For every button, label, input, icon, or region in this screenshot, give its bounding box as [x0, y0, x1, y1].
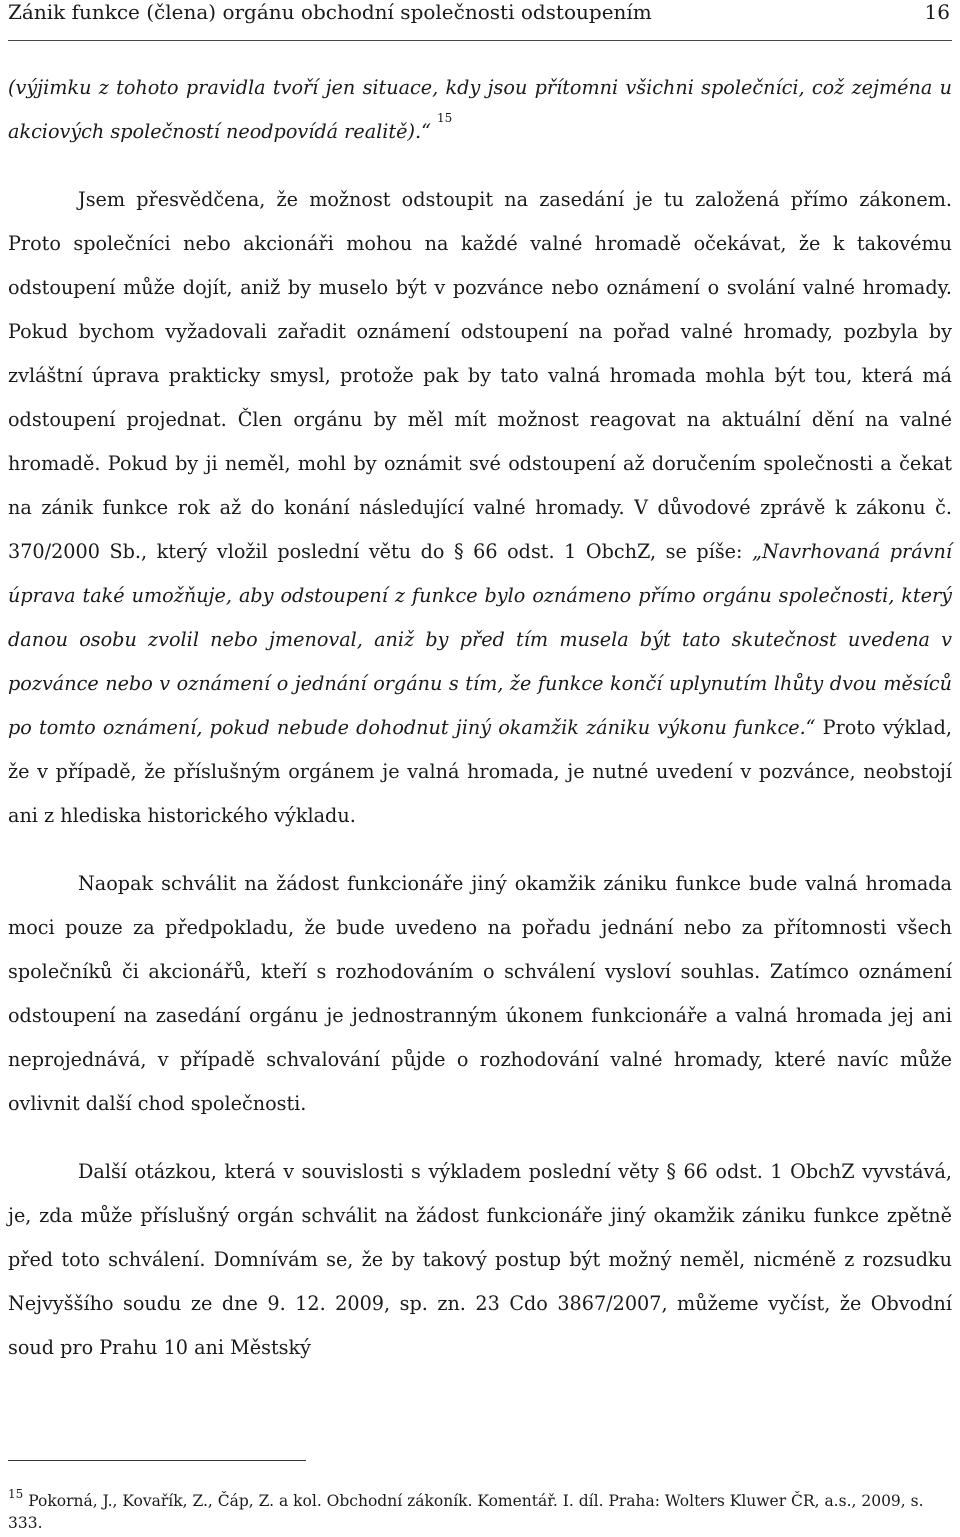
footnote-text: Pokorná, J., Kovařík, Z., Čáp, Z. a kol. Obchodní zákoník. Komentář. I. díl. Praha: Wolters Kluwer ČR, a.s., 2009, s. 333.	[8, 1492, 924, 1532]
footnote-ref: 15	[437, 111, 453, 125]
paragraph-1-text-b: Proto výklad, že v případě, že příslušným orgánem je valná hromada, je nutné uvedení v pozvánce, neobstojí ani z hlediska historického výkladu.	[8, 716, 952, 827]
paragraph-quote-end	[8, 66, 952, 154]
quoted-text: (výjimku z tohoto pravidla tvoří jen situace, kdy jsou přítomni všichni společníci, což zejména u akciových společností neodpovídá realitě).	[8, 76, 952, 143]
footnote	[8, 1487, 952, 1534]
paragraph-1-quote: „Navrhovaná právní úprava také umožňuje, aby odstoupení z funkce bylo oznámeno přímo orgánu společnosti, který danou osobu zvolil nebo jmenoval, aniž by před tím musela být tato skutečnost uvedena v pozvánce nebo v oznámení o jednání orgánu s tím, že funkce končí uplynutím lhůty dvou měsíců po tomto oznámení, pokud nebude dohodnut jiný okamžik zániku výkonu funkce.“	[8, 540, 952, 739]
running-header	[8, 0, 952, 41]
paragraph-2: Naopak schválit na žádost funkcionáře jiný okamžik zániku funkce bude valná hromada moci pouze za předpokladu, že bude uvedeno na pořadu jednání nebo za přítomnosti všech společníků či akcionářů, kteří s rozhodováním o schválení vysloví souhlas. Zatímco oznámení odstoupení na zasedání orgánu je jednostranným úkonem funkcionáře a valná hromada jej ani neprojednává, v případě schvalování půjde o rozhodování valné hromady, které navíc může ovlivnit další chod společnosti.	[8, 872, 952, 1115]
paragraph-1-text-a: Jsem přesvědčena, že možnost odstoupit na zasedání je tu založená přímo zákonem. Proto společníci nebo akcionáři mohou na každé valné hromadě očekávat, že k takovému odstoupení může dojít, aniž by muselo být v pozvánce nebo oznámení o svolání valné hromady. Pokud bychom vyžadovali zařadit oznámení odstoupení na pořad valné hromady, pozbyla by zvláštní úprava prakticky smysl, protože pak by tato valná hromada mohla být tou, která má odstoupení projednat. Člen orgánu by měl mít možnost reagovat na aktuální dění na valné hromadě. Pokud by ji neměl, mohl by oznámit své odstoupení až doručením společnosti a čekat na zánik funkce rok až do konání následující valné hromady. V důvodové zprávě k zákonu č. 370/2000 Sb., který vložil poslední větu do § 66 odst. 1 ObchZ, se píše:	[8, 188, 952, 563]
footnote-number: 15	[8, 1487, 24, 1501]
paragraph-1	[8, 178, 952, 838]
document-body	[8, 66, 952, 1370]
page-number: 16	[924, 0, 950, 24]
header-title: Zánik funkce (člena) orgánu obchodní společnosti odstoupením	[8, 0, 652, 24]
quote-mark: “	[421, 120, 431, 143]
paragraph-3: Další otázkou, která v souvislosti s výkladem poslední věty § 66 odst. 1 ObchZ vyvstává, je, zda může příslušný orgán schválit na žádost funkcionáře jiný okamžik zániku funkce zpětně před toto schválení. Domnívám se, že by takový postup být možný neměl, nicméně z rozsudku Nejvyššího soudu ze dne 9. 12. 2009, sp. zn. 23 Cdo 3867/2007, můžeme vyčíst, že Obvodní soud pro Prahu 10 ani Městský	[8, 1160, 952, 1359]
footnote-separator	[8, 1460, 306, 1461]
